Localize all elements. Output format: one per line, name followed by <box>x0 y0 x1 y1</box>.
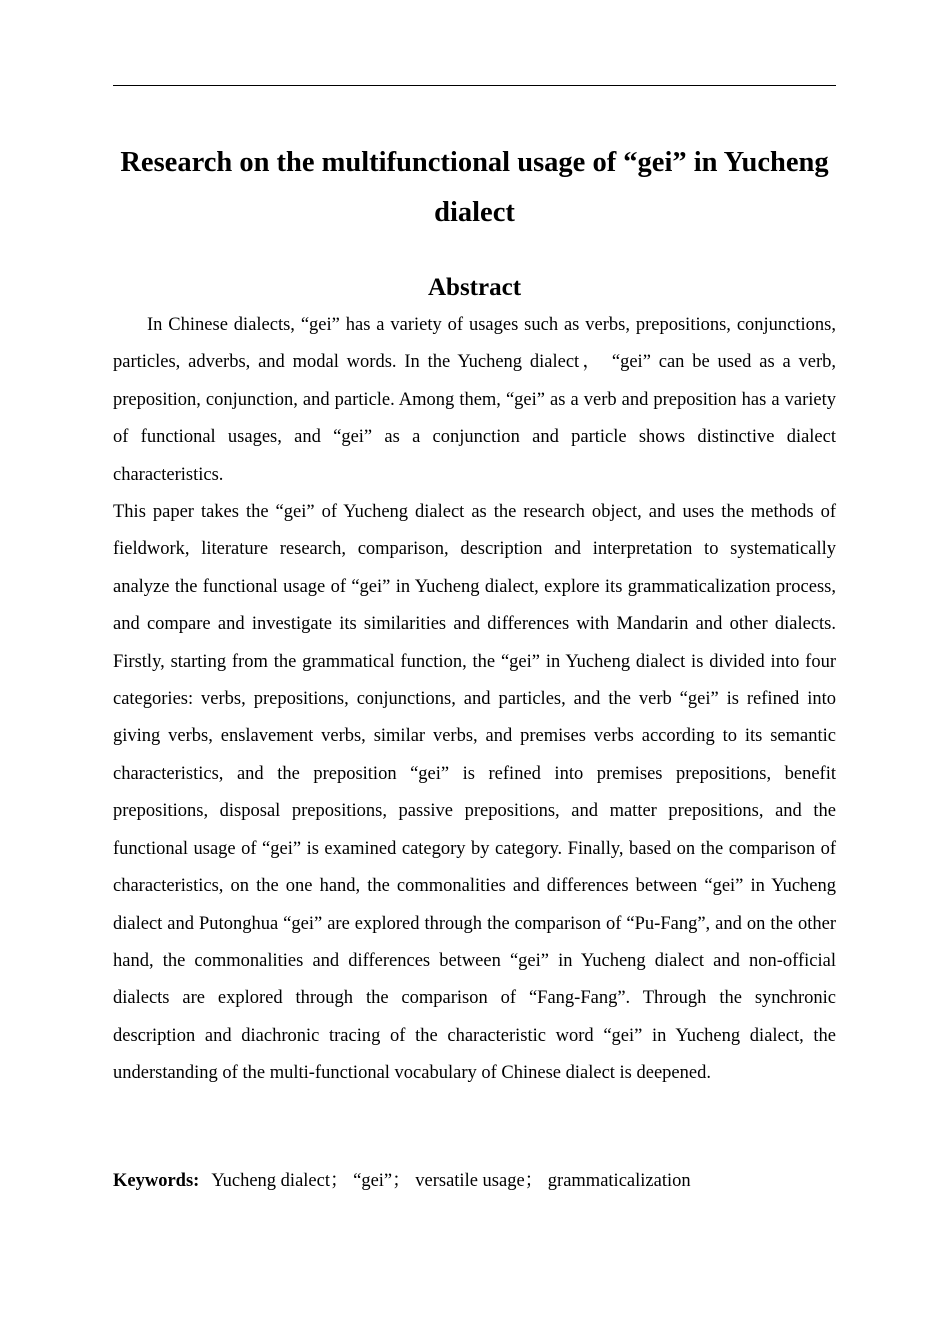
header-rule <box>113 85 836 86</box>
abstract-body <box>113 307 836 1093</box>
keywords-text: Yucheng dialect； “gei”； versatile usage； grammaticalization <box>211 1171 691 1191</box>
abstract-paragraph-1: In Chinese dialects, “gei” has a variety of usages such as verbs, prepositions, conjunctions, particles, adverbs, and modal words. In the Yucheng dialect， “gei” can be used as a verb, preposition, conjunction, and particle. Among them, “gei” as a verb and preposition has a variety of functional usages, and “gei” as a conjunction and particle shows distinctive dialect characteristics. <box>113 315 836 485</box>
keywords-label: Keywords: <box>113 1171 200 1191</box>
paper-title: Research on the multifunctional usage of “gei” in Yucheng dialect <box>120 147 829 228</box>
abstract-heading: Abstract <box>427 274 522 301</box>
abstract-paragraph-2: This paper takes the “gei” of Yucheng dialect as the research object, and uses the methods of fieldwork, literature research, comparison, description and interpretation to systematically analyze the functional usage of “gei” in Yucheng dialect, explore its grammaticalization process, and compare and investigate its similarities and differences with Mandarin and other dialects. Firstly, starting from the grammatical function, the “gei” in Yucheng dialect is divided into four categories: verbs, prepositions, conjunctions, and particles, and the verb “gei” is refined into giving verbs, enslavement verbs, similar verbs, and premises verbs according to its semantic characteristics, and the preposition “gei” is refined into premises prepositions, benefit prepositions, disposal prepositions, passive prepositions, and matter prepositions, and the functional usage of “gei” is examined category by category. Finally, based on the comparison of characteristics, on the one hand, the commonalities and differences between “gei” in Yucheng dialect and Putonghua “gei” are explored through the comparison of “Pu-Fang”, and on the other hand, the commonalities and differences between “gei” in Yucheng dialect and non-official dialects are explored through the comparison of “Fang-Fang”. Through the synchronic description and diachronic tracing of the characteristic word “gei” in Yucheng dialect, the understanding of the multi-functional vocabulary of Chinese dialect is deepened. <box>113 502 836 1084</box>
keywords-line <box>113 1163 836 1200</box>
